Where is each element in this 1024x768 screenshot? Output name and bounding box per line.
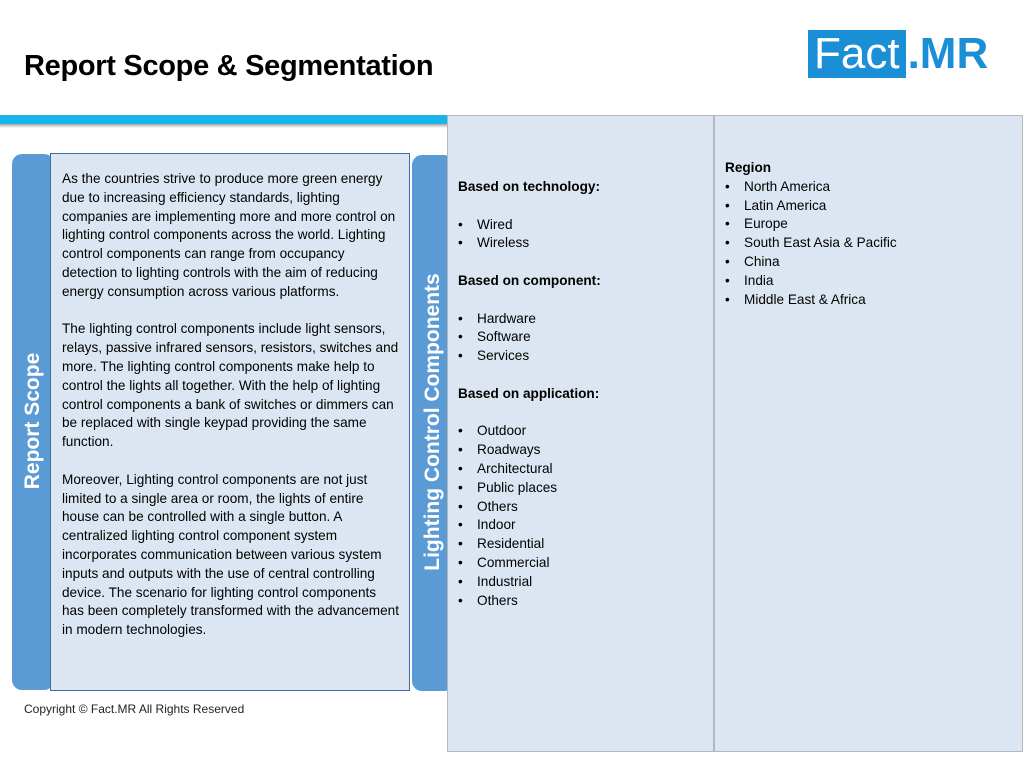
region-column [714,115,1023,752]
logo-suffix-text: .MR [907,29,989,78]
list-item: • Software [458,328,713,347]
region-list [725,178,1022,310]
technology-heading: Based on technology: [458,179,600,194]
list-item: • Services [458,347,713,366]
copyright-text: Copyright © Fact.MR All Rights Reserved [24,702,245,716]
list-item: • Others [458,498,713,517]
report-scope-textbox [50,153,410,691]
list-item: • Indoor [458,516,713,535]
list-item: • Public places [458,479,713,498]
region-heading: Region [725,160,772,175]
list-item: • North America [725,178,1022,197]
list-item: • Industrial [458,573,713,592]
list-item: • Middle East & Africa [725,291,1022,310]
lighting-control-label: Lighting Control Components [421,273,444,571]
list-item: • Outdoor [458,422,713,441]
logo-box-text: Fact [808,30,906,78]
scope-paragraph: The lighting control components include light sensors, relays, passive infrared sensors, resistors, switches and more. The lighting control components make help to control the lights all together. With the help of lighting control components a bank of switches or dimmers can be replaced with single keypad providing the same function. [62,321,399,450]
page-title: Report Scope & Segmentation [24,50,434,82]
list-item: • India [725,272,1022,291]
segmentation-column [447,115,714,752]
fact-mr-logo [808,30,988,78]
list-item: • Others [458,592,713,611]
application-heading: Based on application: [458,385,600,401]
report-scope-label: Report Scope [21,352,44,490]
list-item: • Architectural [458,460,713,479]
list-item: • Hardware [458,310,713,329]
list-item: • Residential [458,535,713,554]
list-item: • Commercial [458,554,713,573]
list-item: • Europe [725,215,1022,234]
list-item: • Wired [458,216,713,235]
scope-paragraph: Moreover, Lighting control components are not just limited to a single area or room, the lights of entire house can be controlled with a single button. A centralized lighting control component system incorporates communication between various system inputs and outputs with the use of central controlling device. The scenario for lighting control components has been completely transformed with the advancement in modern technologies. [62,471,400,638]
accent-bar-shadow [0,124,448,128]
component-list [458,310,713,366]
list-item: • Roadways [458,441,713,460]
list-item: • South East Asia & Pacific [725,234,1022,253]
scope-paragraph: As the countries strive to produce more green energy due to increasing efficiency standards, lighting companies are implementing more and more control on lighting control components across the world. Lighting control components can range from occupancy detection to lighting controls with the aim of reducing energy consumption across various platforms. [62,171,396,299]
list-item: • China [725,253,1022,272]
list-item: • Wireless [458,234,713,253]
application-list [458,422,713,610]
accent-bar [0,115,448,124]
list-item: • Latin America [725,197,1022,216]
component-heading: Based on component: [458,272,601,288]
technology-list [458,216,713,254]
